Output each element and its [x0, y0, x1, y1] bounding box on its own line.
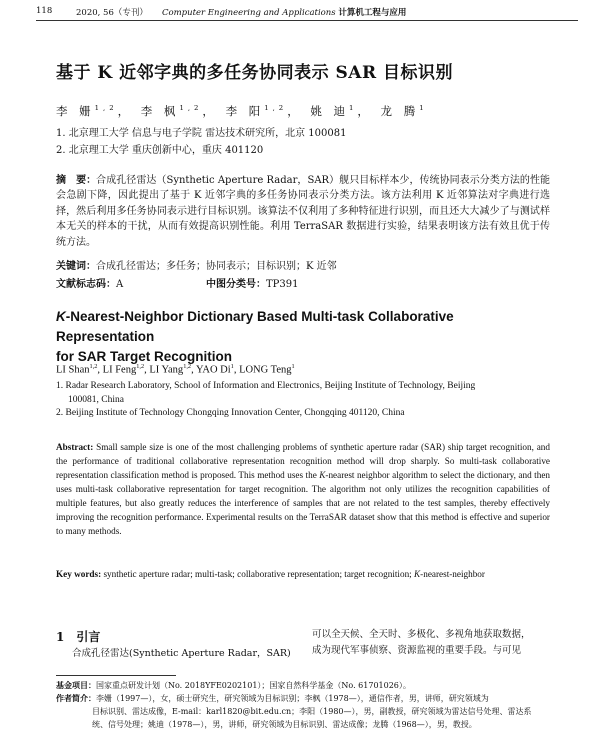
author-sup: 1,2: [136, 363, 145, 370]
section-1-right-line1: 可以全天候、全天时、多极化、多视角地获取数据，: [312, 629, 531, 640]
title-en-italic: K: [56, 309, 66, 324]
affiliation-cn-2: 2. 北京理工大学 重庆创新中心，重庆 401120: [56, 145, 264, 156]
author-sup: 1: [230, 363, 234, 370]
title-en-line2: for SAR Target Recognition: [56, 349, 233, 364]
section-1-left-text: 合成孔径雷达(Synthetic Aperture Radar，SAR): [72, 648, 291, 659]
author-sup: 1,2: [89, 363, 98, 370]
authors-en: LI Shan$^{1,2}$, LI Feng$^{1,2}$, LI Yang$^{1,2}$, YAO Di$^1$, LONG Teng$^1$: [56, 363, 295, 376]
fund-text: 国家重点研发计划（No. 2018YFE0202101）；国家自然科学基金（No. 61701026）。: [96, 681, 411, 690]
doc-code-label: 文献标志码：: [56, 279, 116, 290]
author-en: LONG Teng: [239, 364, 292, 376]
keywords-cn: [56, 257, 550, 272]
issue-info: 2020, 56（专刊）: [76, 8, 148, 18]
keywords-en-italic: K: [414, 569, 421, 579]
affiliation-en-1-cont: 100081, China: [68, 394, 124, 405]
author-en: LI Yang: [149, 364, 184, 376]
author-cn: 李 姗: [56, 104, 95, 118]
author-en: LI Shan: [56, 364, 90, 376]
author-cn: 李 阳: [225, 104, 265, 118]
page-header: [14, 6, 586, 19]
keywords-en-label: Key words:: [56, 569, 102, 579]
keywords-cn-label: 关键词：: [56, 261, 96, 272]
title-en-line1: -Nearest-Neighbor Dictionary Based Multi-task Collaborative Representation: [56, 309, 454, 344]
footnotes: [56, 679, 550, 731]
affiliation-cn-1: 1. 北京理工大学 信息与电子学院 雷达技术研究所，北京 100081: [56, 128, 347, 139]
fund-label: 基金项目：: [56, 680, 96, 690]
author-note-text-2: 目标识别、雷达成像，E-mail：karl1820@bit.edu.cn；李阳（1980—），男，副教授，研究领域为雷达信号处理、雷达系: [92, 707, 532, 716]
affiliation-en-2: 2. Beijing Institute of Technology Chongqing Innovation Center, Chongqing 401120, China: [56, 408, 405, 418]
author-note-text-1: 李姗（1997—），女，硕士研究生，研究领域为目标识别；李枫（1978—），通信作者，男，讲师，研究领域为: [96, 694, 489, 703]
page-number: 118: [36, 6, 53, 16]
abstract-en-label: Abstract:: [56, 442, 94, 452]
section-1-right-text: [312, 627, 550, 659]
abstract-en-text-post: -nearest neighbor algorithm to select the dictionary, and then uses multi-task collaborative representation for target recognition. The algorithm not only utilizes the recognition capabilities of multiple features, but also greatly reduces the interference of samples that are not related to the test samples, thereby effectively improving the recognition performance. Experimental results on the TerraSAR dataset show that this method is effective and superior to many methods.: [56, 470, 550, 536]
journal-name: [162, 6, 406, 18]
classification-cn: [56, 275, 550, 290]
abstract-en-text-pre: Small sample size is one of the most challenging problems of synthetic aperture radar (SAR) ship target recognition, and the performance of traditional collaborative representation recognition method will drop sharply. So multi-task collaborative representation classification method is proposed. This method uses the: [56, 442, 550, 480]
author-note-label: 作者简介：: [56, 693, 96, 703]
author-en: YAO Di: [195, 364, 231, 376]
journal-name-cn: 计算机工程与应用: [338, 8, 407, 18]
author-sup: 1,2: [179, 104, 203, 113]
affiliations-en: [56, 380, 550, 421]
author-note-text-3: 统、信号处理；姚迪（1978—），男，讲师，研究领域为目标识别、雷达成像；龙腾（1968—），男，教授。: [92, 720, 477, 729]
author-en: LI Feng: [102, 364, 137, 376]
author-cn: 龙 腾: [380, 104, 420, 118]
abstract-en-italic: K: [319, 470, 326, 480]
keywords-cn-text: 合成孔径雷达；多任务；协同表示；目标识别；K 近邻: [96, 261, 337, 272]
keywords-en-text-pre: synthetic aperture radar; multi-task; collaborative representation; target recognition;: [103, 569, 415, 579]
abstract-cn: [56, 173, 550, 250]
author-cn: 李 枫: [140, 104, 180, 118]
footnote-rule: [56, 675, 176, 676]
keywords-en: [56, 567, 550, 581]
abstract-cn-text: 合成孔径雷达（Synthetic Aperture Radar，SAR）舰只目标样本少，传统协同表示分类方法的性能会急剧下降，因此提出了基于 K 近邻字典的多任务协同表示分类方法。该方法利用 K 近邻算法对字典进行选择，然后利用多任务协同表示进行目标识别。该算法不仅利用了多种特征进行识别，而且还大大减少了与测试样本无关的样本的干扰，从而有效提高识别性能。利用 TerraSAR 数据进行实验，结果表明该方法有效且优于传统方法。: [56, 175, 551, 248]
author-note-line1: [56, 692, 550, 705]
doc-code-value: A: [116, 279, 124, 290]
title-en: [56, 307, 550, 367]
section-1-title: 1 引言: [56, 630, 101, 644]
clc-label: 中图分类号：: [206, 279, 266, 290]
author-sup: 1: [349, 104, 358, 113]
clc-value: TP391: [266, 279, 299, 290]
author-sup: 1: [419, 104, 428, 113]
author-sup: 1: [291, 363, 295, 370]
abstract-cn-label: 摘 要：: [56, 175, 97, 186]
author-sup: 1,2: [183, 363, 192, 370]
affiliation-en-1: 1. Radar Research Laboratory, School of Information and Electronics, Beijing Institute of Technology, Beijing: [56, 381, 476, 391]
fund-note: [56, 679, 550, 692]
header-rule: [36, 20, 578, 21]
keywords-en-text-post: -nearest-neighbor: [420, 569, 485, 579]
author-sup: 1,2: [264, 104, 288, 113]
title-cn: 基于 K 近邻字典的多任务协同表示 SAR 目标识别: [56, 63, 454, 83]
authors-cn: 李 姗$^{1,2}$， 李 枫$^{1,2}$， 李 阳$^{1,2}$， 姚 迪$^1$， 龙 腾$^1$: [56, 104, 428, 118]
abstract-en: [56, 440, 550, 538]
author-sup: 1,2: [94, 104, 118, 113]
author-cn: 姚 迪: [310, 104, 349, 118]
section-1-right-line2: 成为现代军事侦察、资源监视的重要手段。与可见: [312, 645, 522, 656]
journal-name-en: Computer Engineering and Applications: [162, 8, 336, 18]
